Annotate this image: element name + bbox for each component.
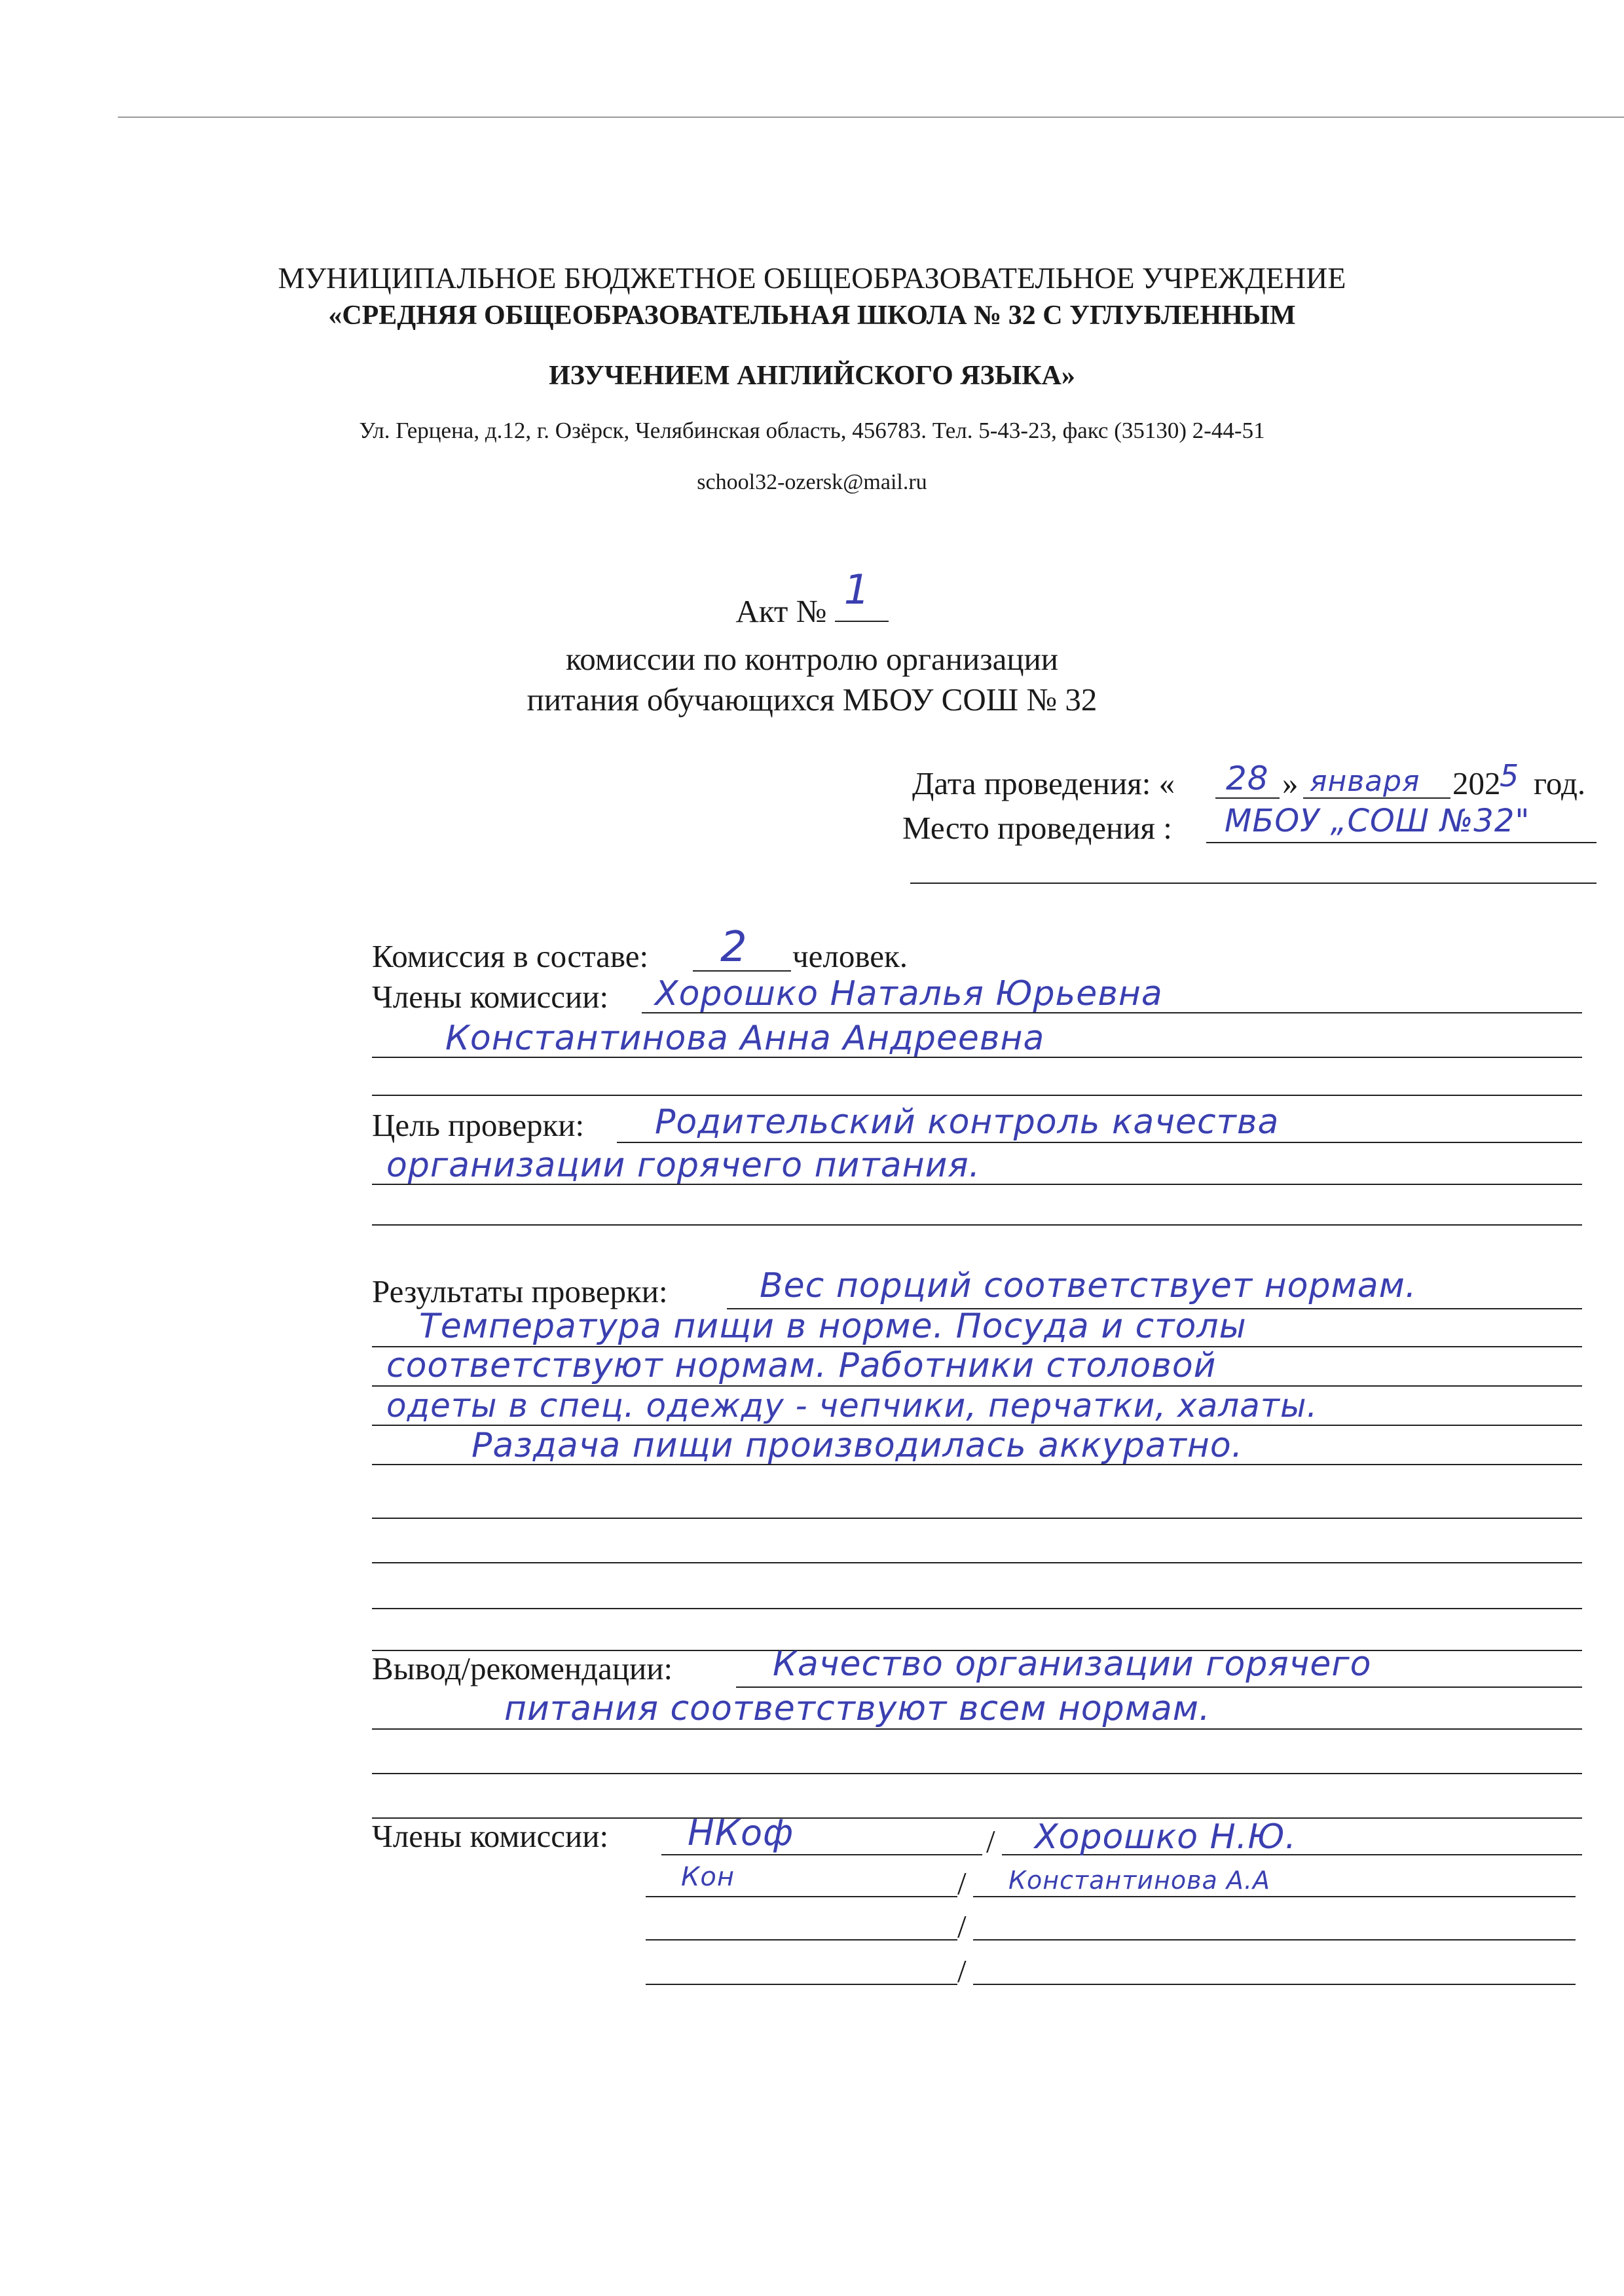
conclusion-line-2 [372,1728,1582,1730]
date-label: Дата проведения: « [912,765,1175,801]
date-day: 28 [1226,759,1269,797]
results-text-5: Раздача пищи производилась аккуратно. [471,1426,1244,1465]
sig-name-line-4 [973,1984,1576,1985]
results-line-8 [372,1608,1582,1609]
results-line-6 [372,1518,1582,1519]
results-line-7 [372,1562,1582,1563]
sig-slash-2: / [957,1865,967,1901]
members-label: Члены комиссии: [372,979,609,1015]
sig-name-1: Хорошко Н.Ю. [1035,1817,1297,1857]
header-email: school32-ozersk@mail.ru [697,470,927,494]
purpose-line-3 [372,1224,1582,1226]
results-text-3: соответствуют нормам. Работники столовой [386,1346,1217,1385]
purpose-line-1 [617,1142,1582,1143]
date-mid: » [1282,765,1299,801]
place-label: Место проведения : [902,810,1172,846]
purpose-text-1: Родительский контроль качества [655,1102,1280,1142]
scan-edge-line [118,117,1624,118]
act-number-field [835,566,889,622]
members-line-3 [372,1095,1582,1096]
place-value: МБОУ „СОШ №32" [1225,803,1530,839]
commission-size-label: Комиссия в составе: [372,938,649,974]
sig-name-line-2 [973,1896,1576,1897]
conclusion-line-1 [736,1686,1582,1688]
act-title-prefix: Акт № [735,593,827,629]
header-line-1: МУНИЦИПАЛЬНОЕ БЮДЖЕТНОЕ ОБЩЕОБРАЗОВАТЕЛЬНОЕ УЧРЕЖДЕНИЕ [278,261,1346,295]
conclusion-text-2: питания соответствуют всем нормам. [504,1689,1211,1728]
conclusion-text-1: Качество организации горячего [773,1645,1372,1684]
signature-2: Кон [681,1862,735,1892]
results-text-4: одеты в спец. одежду - чепчики, перчатки, халаты. [386,1387,1318,1425]
sig-name-2: Константинова А.А [1008,1866,1270,1895]
date-year-prefix: 202 [1452,765,1501,801]
act-subtitle-1: комиссии по контролю организации [565,641,1059,677]
purpose-label: Цель проверки: [372,1107,585,1143]
sig-slash-3: / [957,1908,967,1944]
header-address: Ул. Герцена, д.12, г. Озёрск, Челябинская область, 456783. Тел. 5-43-23, факс (35130) 2-44-51 [359,418,1265,443]
date-end: год. [1534,765,1586,801]
place-line-2 [910,883,1596,884]
conclusion-label: Вывод/рекомендации: [372,1650,673,1686]
member-1: Хорошко Наталья Юрьевна [655,974,1163,1013]
place-line [1206,842,1596,843]
commission-size-value: 2 [720,923,748,972]
act-subtitle-2: питания обучающихся МБОУ СОШ № 32 [526,682,1098,718]
date-year-suffix: 5 [1500,758,1520,793]
sig-slash-1: / [986,1823,995,1859]
results-text-1: Вес порций соответствует нормам. [760,1266,1417,1305]
sig-line-4 [646,1984,957,1985]
act-number: 1 [843,566,871,613]
results-text-2: Температура пищи в норме. Посуда и столы [419,1307,1247,1346]
date-day-line [1215,797,1280,799]
member-2: Константинова Анна Андреевна [445,1019,1045,1058]
header-line-3: ИЗУЧЕНИЕМ АНГЛИЙСКОГО ЯЗЫКА» [549,361,1075,391]
sig-name-line-3 [973,1939,1576,1941]
sig-line-2 [646,1896,957,1897]
results-label: Результаты проверки: [372,1273,668,1309]
commission-size-unit: человек. [792,938,908,974]
signatures-label: Члены комиссии: [372,1818,609,1854]
sig-slash-4: / [957,1953,967,1989]
signature-1: НКоф [688,1812,794,1853]
sig-line-3 [646,1939,957,1941]
date-month: января [1310,765,1420,798]
conclusion-line-3 [372,1773,1582,1774]
header-line-2: «СРЕДНЯЯ ОБЩЕОБРАЗОВАТЕЛЬНАЯ ШКОЛА № 32 С УГЛУБЛЕННЫМ [328,301,1296,331]
act-title [0,566,1624,630]
purpose-text-2: организации горячего питания. [386,1146,981,1185]
sig-line-1 [661,1854,982,1855]
